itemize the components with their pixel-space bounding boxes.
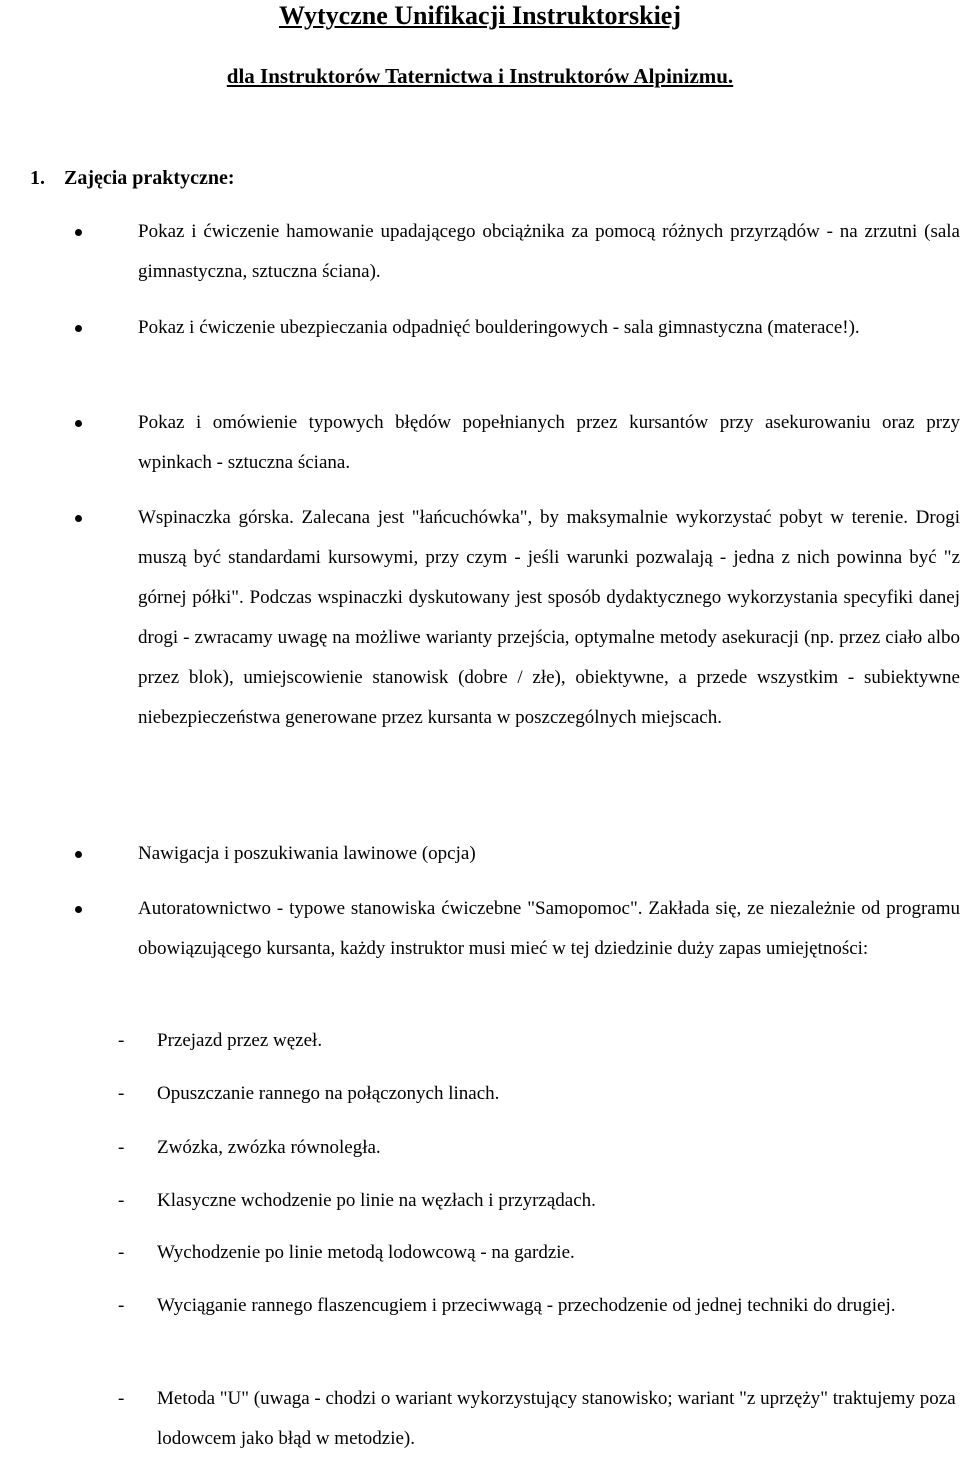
- bullet-dot-icon: [75, 515, 82, 522]
- document-title: Wytyczne Unifikacji Instruktorskiej: [278, 1, 681, 30]
- dash-marker: -: [118, 1242, 125, 1263]
- dash-item-text: Wyciąganie rannego flaszencugiem i przeciwwagą - przechodzenie od jednej techniki do drugiej.: [157, 1295, 896, 1316]
- bullet-text: Pokaz i omówienie typowych błędów popełnianych przez kursantów przy asekurowaniu oraz przy wpinkach - sztuczna ściana.: [138, 412, 960, 473]
- bullet-text: Pokaz i ćwiczenie hamowanie upadającego obciążnika za pomocą różnych przyrządów - na zrzutni (sala gimnastyczna, sztuczna ściana).: [138, 221, 960, 282]
- bullet-dot-icon: [75, 906, 82, 913]
- document-subtitle: dla Instruktorów Taternictwa i Instruktorów Alpinizmu.: [226, 64, 734, 88]
- bullet-dot-icon: [75, 851, 82, 858]
- bullet-dot-icon: [75, 229, 82, 236]
- bullet-text: Pokaz i ćwiczenie ubezpieczania odpadnięć boulderingowych - sala gimnastyczna (materace!).: [138, 317, 860, 338]
- dash-marker: -: [118, 1295, 125, 1316]
- bullet-dot-icon: [75, 325, 82, 332]
- bullet-text: Wspinaczka górska. Zalecana jest "łańcuchówka", by maksymalnie wykorzystać pobyt w terenie. Drogi muszą być standardami kursowymi, przy czym - jeśli warunki pozwalają - jedna z nich powinna być "z górnej półki". Podczas wspinaczki dyskutowany jest sposób dydaktycznego wykorzystania specyfiki danej drogi - zwracamy uwagę na możliwe warianty przejścia, optymalne metody asekuracji (np. przez ciało albo przez blok), umiejscowienie stanowisk (dobre / złe), obiektywne, a przede wszystkim - subiektywne niebezpieczeństwa generowane przez kursanta w poszczególnych miejscach.: [138, 507, 960, 728]
- dash-marker: -: [118, 1083, 125, 1104]
- bullet-text: Autoratownictwo - typowe stanowiska ćwiczebne "Samopomoc". Zakłada się, ze niezależnie od programu obowiązującego kursanta, każdy instruktor musi mieć w tej dziedzinie duży zapas umiejętności:: [138, 898, 960, 959]
- dash-marker: -: [118, 1030, 125, 1051]
- dash-item-text: Metoda "U" (uwaga - chodzi o wariant wykorzystujący stanowisko; wariant "z uprzęży" traktujemy poza lodowcem jako błąd w metodzie).: [157, 1388, 956, 1449]
- dash-marker: -: [118, 1190, 125, 1211]
- dash-marker: -: [118, 1137, 125, 1158]
- dash-marker: -: [118, 1388, 125, 1409]
- dash-item-text: Przejazd przez węzeł.: [157, 1030, 323, 1051]
- bullet-dot-icon: [75, 420, 82, 427]
- section-title: Zajęcia praktyczne:: [64, 167, 235, 189]
- section-heading: [30, 164, 235, 192]
- dash-item-text: Opuszczanie rannego na połączonych linach.: [157, 1083, 500, 1104]
- section-number: 1.: [30, 167, 45, 189]
- bullet-text: Nawigacja i poszukiwania lawinowe (opcja): [138, 843, 476, 864]
- dash-item-text: Zwózka, zwózka równoległa.: [157, 1137, 381, 1158]
- dash-item-text: Wychodzenie po linie metodą lodowcową - na gardzie.: [157, 1242, 575, 1263]
- dash-item-text: Klasyczne wchodzenie po linie na węzłach i przyrządach.: [157, 1190, 596, 1211]
